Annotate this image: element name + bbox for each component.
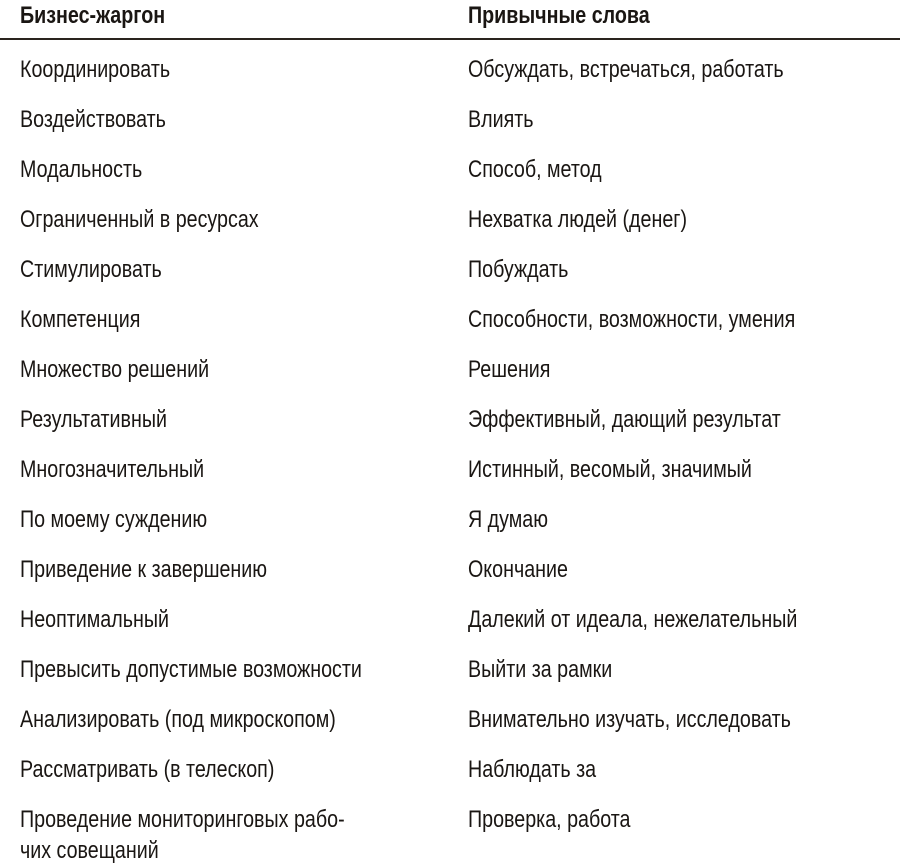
table-row — [0, 155, 900, 205]
table-header — [0, 0, 900, 40]
jargon-cell: Компетенция — [20, 306, 141, 333]
plain-cell: Способ, метод — [468, 156, 602, 183]
table-row — [0, 355, 900, 405]
plain-cell: Внимательно изучать, исследовать — [468, 706, 791, 733]
table-row — [0, 655, 900, 705]
plain-cell: Наблюдать за — [468, 756, 597, 783]
table-row — [0, 305, 900, 355]
plain-cell: Способности, возможности, умения — [468, 306, 796, 333]
jargon-cell: Воздействовать — [20, 106, 166, 133]
header-plain-words: Привычные слова — [468, 2, 650, 29]
plain-cell: Обсуждать, встречаться, работать — [468, 56, 784, 83]
jargon-cell: Рассматривать (в телескоп) — [20, 756, 275, 783]
jargon-cell: Превысить допустимые возможности — [20, 656, 362, 683]
table-row — [0, 205, 900, 255]
plain-cell: Выйти за рамки — [468, 656, 613, 683]
jargon-cell: Неоптимальный — [20, 606, 169, 633]
table-row — [0, 755, 900, 805]
jargon-cell: По моему суждению — [20, 506, 208, 533]
jargon-cell: Приведение к завершению — [20, 556, 268, 583]
table-row — [0, 805, 900, 866]
table-row — [0, 105, 900, 155]
plain-cell: Окончание — [468, 556, 568, 583]
plain-cell: Решения — [468, 356, 551, 383]
jargon-cell: Координировать — [20, 56, 171, 83]
plain-cell: Я думаю — [468, 506, 549, 533]
plain-cell: Проверка, работа — [468, 806, 631, 833]
jargon-cell: Проведение мониторинговых рабо- — [20, 806, 345, 833]
jargon-cell: Множество решений — [20, 356, 210, 383]
table-row — [0, 455, 900, 505]
table-row — [0, 555, 900, 605]
jargon-cell: Анализировать (под микроскопом) — [20, 706, 336, 733]
jargon-cell: Стимулировать — [20, 256, 162, 283]
table-row — [0, 605, 900, 655]
jargon-cell-continuation: чих совещаний — [20, 837, 159, 864]
plain-cell: Влиять — [468, 106, 534, 133]
table-row — [0, 505, 900, 555]
plain-cell: Нехватка людей (денег) — [468, 206, 688, 233]
table-row — [0, 405, 900, 455]
plain-cell: Эффективный, дающий результат — [468, 406, 781, 433]
jargon-cell: Многозначительный — [20, 456, 205, 483]
jargon-cell: Ограниченный в ресурсах — [20, 206, 259, 233]
table-row — [0, 55, 900, 105]
header-business-jargon: Бизнес-жаргон — [20, 2, 166, 29]
table-row — [0, 705, 900, 755]
jargon-cell: Результативный — [20, 406, 167, 433]
plain-cell: Побуждать — [468, 256, 569, 283]
table-row — [0, 255, 900, 305]
plain-cell: Истинный, весомый, значимый — [468, 456, 752, 483]
plain-cell: Далекий от идеала, нежелательный — [468, 606, 798, 633]
jargon-cell: Модальность — [20, 156, 143, 183]
